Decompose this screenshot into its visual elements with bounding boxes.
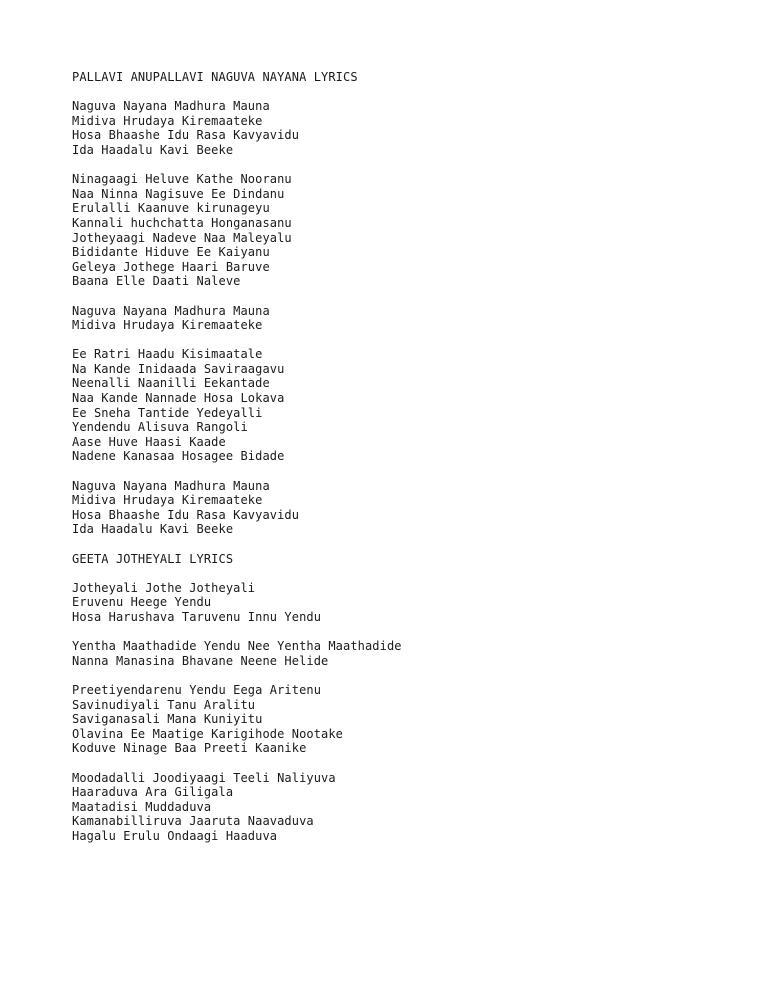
blank-line [72, 537, 732, 552]
lyric-line: Preetiyendarenu Yendu Eega Aritenu [72, 682, 322, 697]
lyric-line: Geleya Jothege Haari Baruve [72, 259, 270, 274]
lyric-line: Ee Ratri Haadu Kisimaatale [72, 347, 263, 362]
lyric-line: Moodadalli Joodiyaagi Teeli Naliyuva [72, 770, 336, 785]
blank-line [72, 668, 732, 683]
lyric-line: Ida Haadalu Kavi Beeke [72, 522, 234, 537]
blank-line [72, 464, 732, 479]
lyric-line: Neenalli Naanilli Eekantade [72, 376, 270, 391]
blank-line [72, 625, 732, 640]
lyric-line: Aase Huve Haasi Kaade [72, 434, 226, 449]
lyric-line: Erulalli Kaanuve kirunageyu [72, 201, 270, 216]
lyric-line: Yentha Maathadide Yendu Nee Yentha Maathadide [72, 639, 402, 654]
lyric-line: Jotheyaagi Nadeve Naa Maleyalu [72, 230, 292, 245]
lyric-line: Hosa Bhaashe Idu Rasa Kavyavidu [72, 507, 300, 522]
blank-line [72, 158, 732, 173]
lyric-line: Naguva Nayana Madhura Mauna [72, 303, 270, 318]
lyric-line: Yendendu Alisuva Rangoli [72, 420, 248, 435]
blank-line [72, 566, 732, 581]
lyric-line: Naa Kande Nannade Hosa Lokava [72, 391, 285, 406]
blank-line [72, 85, 732, 100]
lyric-line: Nanna Manasina Bhavane Neene Helide [72, 653, 329, 668]
section-heading: GEETA JOTHEYALI LYRICS [72, 551, 234, 566]
lyric-line: Baana Elle Daati Naleve [72, 274, 241, 289]
blank-line [72, 333, 732, 348]
lyric-line: Haaraduva Ara Giligala [72, 785, 234, 800]
lyric-line: Hagalu Erulu Ondaagi Haaduva [72, 828, 278, 843]
lyric-line: Nadene Kanasaa Hosagee Bidade [72, 449, 285, 464]
lyric-line: Maatadisi Muddaduva [72, 799, 212, 814]
lyric-line: Naguva Nayana Madhura Mauna [72, 478, 270, 493]
lyric-line: Eruvenu Heege Yendu [72, 595, 212, 610]
lyric-line: Bididante Hiduve Ee Kaiyanu [72, 245, 270, 260]
lyric-line: Midiva Hrudaya Kiremaateke [72, 493, 263, 508]
lyric-line: Na Kande Inidaada Saviraagavu [72, 361, 285, 376]
lyric-line: Kannali huchchatta Honganasanu [72, 215, 292, 230]
lyric-line: Kamanabilliruva Jaaruta Naavaduva [72, 814, 314, 829]
lyric-line: Saviganasali Mana Kuniyitu [72, 712, 263, 727]
blank-line [72, 289, 732, 304]
blank-line [72, 756, 732, 771]
lyric-line: Ida Haadalu Kavi Beeke [72, 142, 234, 157]
lyric-line: Midiva Hrudaya Kiremaateke [72, 113, 263, 128]
lyric-line: Naa Ninna Nagisuve Ee Dindanu [72, 186, 285, 201]
lyrics-document [72, 70, 732, 843]
lyric-line: Ninagaagi Heluve Kathe Nooranu [72, 172, 292, 187]
lyric-line: Naguva Nayana Madhura Mauna [72, 99, 270, 114]
lyric-line: Hosa Bhaashe Idu Rasa Kavyavidu [72, 128, 300, 143]
lyric-line: Midiva Hrudaya Kiremaateke [72, 318, 263, 333]
lyric-line: Olavina Ee Maatige Karigihode Nootake [72, 726, 344, 741]
lyric-line: Ee Sneha Tantide Yedeyalli [72, 405, 263, 420]
lyric-line: Savinudiyali Tanu Aralitu [72, 697, 256, 712]
lyric-line: Koduve Ninage Baa Preeti Kaanike [72, 741, 307, 756]
section-heading: PALLAVI ANUPALLAVI NAGUVA NAYANA LYRICS [72, 70, 358, 84]
lyric-line: Hosa Harushava Taruvenu Innu Yendu [72, 609, 322, 624]
lyric-line: Jotheyali Jothe Jotheyali [72, 580, 256, 595]
